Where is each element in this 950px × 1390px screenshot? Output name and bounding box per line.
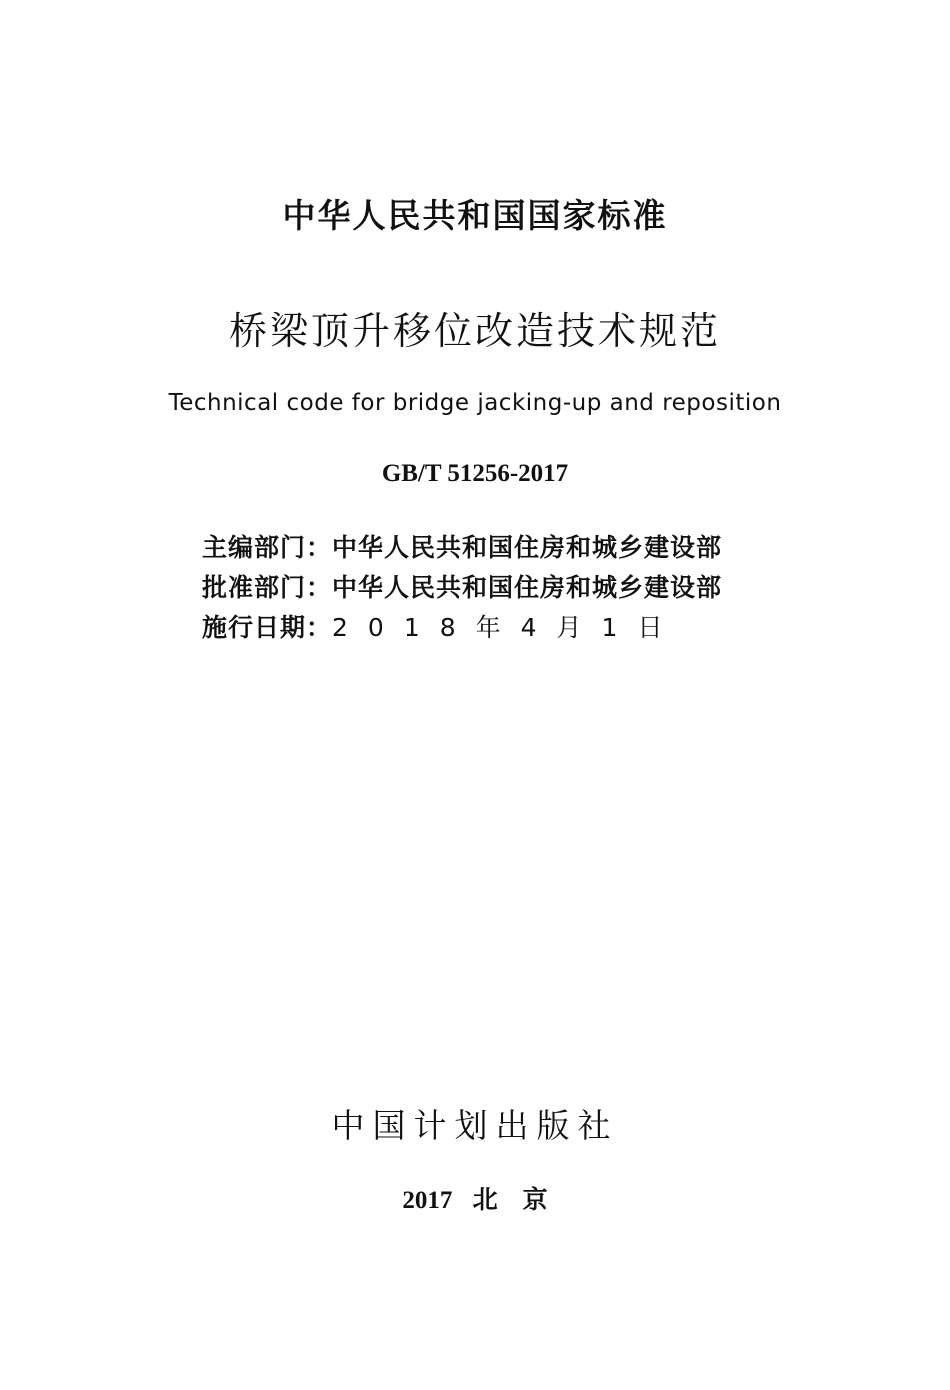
national-standard-heading: 中华人民共和国国家标准 [282,196,668,235]
document-title-cn: 桥梁顶升移位改造技术规范 [228,309,721,353]
effective-date-value: 2018年4月1日 [332,613,683,642]
effective-date-label: 施行日期： [202,613,333,642]
approver-row [202,568,722,608]
chief-editor-row [202,528,722,568]
approver-label: 批准部门： [202,573,333,602]
meta-block [202,528,722,648]
chief-editor-label: 主编部门： [202,533,333,562]
approver-value: 中华人民共和国住房和城乡建设部 [332,573,723,602]
publication-place-year: 2017 北 京 [402,1187,548,1214]
document-title-en: Technical code for bridge jacking-up and reposition [168,390,782,416]
chief-editor-value: 中华人民共和国住房和城乡建设部 [332,533,723,562]
publisher: 中国计划出版社 [331,1106,619,1145]
standard-code: GB/T 51256-2017 [381,460,569,487]
effective-date-row [202,608,722,648]
